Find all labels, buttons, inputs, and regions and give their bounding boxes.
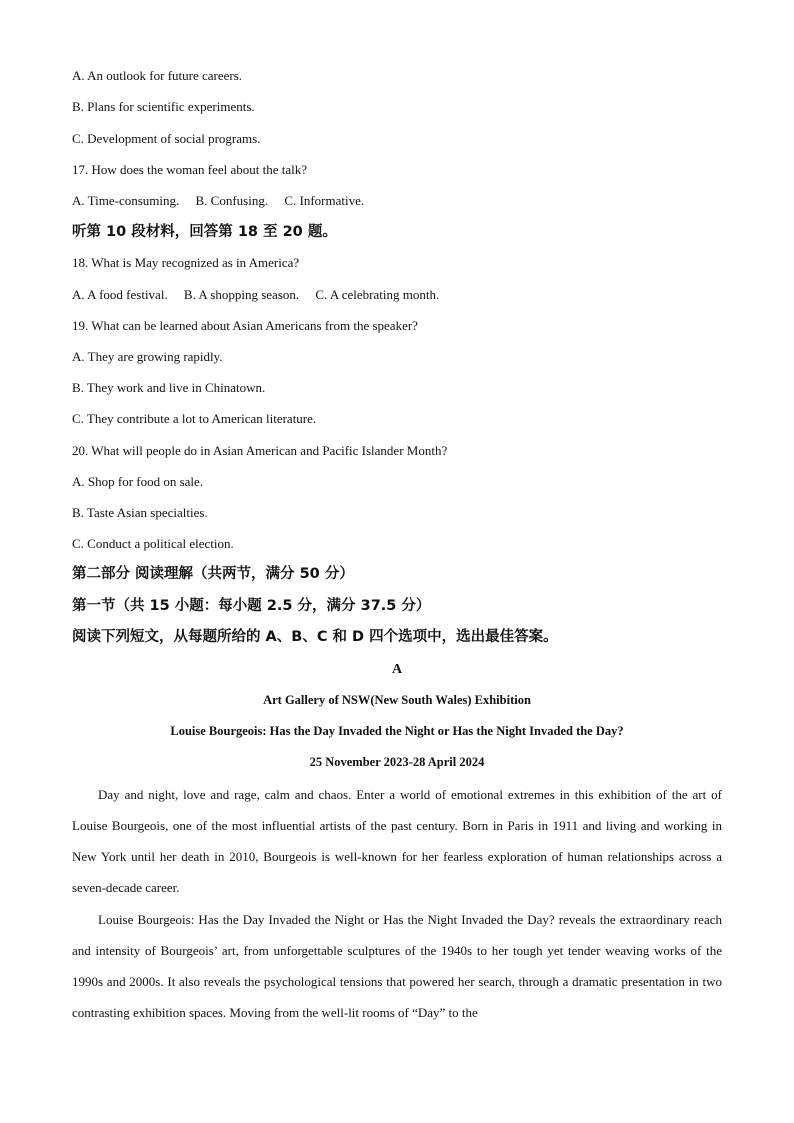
q20-option-b: B. Taste Asian specialties. <box>72 505 208 520</box>
part2-instruction: 阅读下列短文，从每题所给的 A、B、C 和 D 四个选项中，选出最佳答案。 <box>72 629 558 645</box>
q20-question: 20. What will people do in Asian American and Pacific Islander Month? <box>72 443 448 458</box>
passage-paragraph-2-text: Louise Bourgeois: Has the Day Invaded the Night or Has the Night Invaded the Day? reveals the extraordinary reach and intensity of Bourgeois’ art, from unforgettable sculptures of the 1940s to her tough yet tender weaving works of the 1990s and 2000s. It also reveals the psychological tensions that powered her search, through a dramatic presentation in two contrasting exhibition spaces. Moving from the well-lit rooms of “Day” to the <box>72 912 722 1020</box>
passage-dates: 25 November 2023-28 April 2024 <box>309 755 485 769</box>
section-10-heading: 听第 10 段材料，回答第 18 至 20 题。 <box>72 224 337 240</box>
part2-heading: 第二部分 阅读理解（共两节，满分 50 分） <box>72 566 354 582</box>
q20-option-a: A. Shop for food on sale. <box>72 474 204 489</box>
passage-subtitle: Louise Bourgeois: Has the Day Invaded the Night or Has the Night Invaded the Day? <box>170 724 624 738</box>
passage-letter: A <box>391 662 403 677</box>
q17-options: A. Time-consuming. B. Confusing. C. Informative. <box>72 193 365 208</box>
q19-option-c: C. They contribute a lot to American literature. <box>72 411 317 426</box>
passage-paragraph-2 <box>72 904 722 1028</box>
q16-option-c: C. Development of social programs. <box>72 131 261 146</box>
q18-question: 18. What is May recognized as in America? <box>72 255 300 270</box>
passage-paragraph-1-text: Day and night, love and rage, calm and chaos. Enter a world of emotional extremes in this exhibition of the art of Louise Bourgeois, one of the most influential artists of the past century. Born in Paris in 1911 and living and working in New York until her death in 2010, Bourgeois is well-known for her fearless exploration of human relationships across a seven-decade career. <box>72 787 722 895</box>
q19-option-a: A. They are growing rapidly. <box>72 349 223 364</box>
q18-options: A. A food festival. B. A shopping season. C. A celebrating month. <box>72 287 440 302</box>
part2-section1-heading: 第一节（共 15 小题：每小题 2.5 分，满分 37.5 分） <box>72 598 431 614</box>
q16-option-b: B. Plans for scientific experiments. <box>72 99 255 114</box>
passage-title: Art Gallery of NSW(New South Wales) Exhibition <box>263 693 531 707</box>
passage-paragraph-1 <box>72 779 722 903</box>
q16-option-a: A. An outlook for future careers. <box>72 68 243 83</box>
q17-question: 17. How does the woman feel about the talk? <box>72 162 308 177</box>
q20-option-c: C. Conduct a political election. <box>72 536 234 551</box>
q19-option-b: B. They work and live in Chinatown. <box>72 380 266 395</box>
q19-question: 19. What can be learned about Asian Americans from the speaker? <box>72 318 418 333</box>
